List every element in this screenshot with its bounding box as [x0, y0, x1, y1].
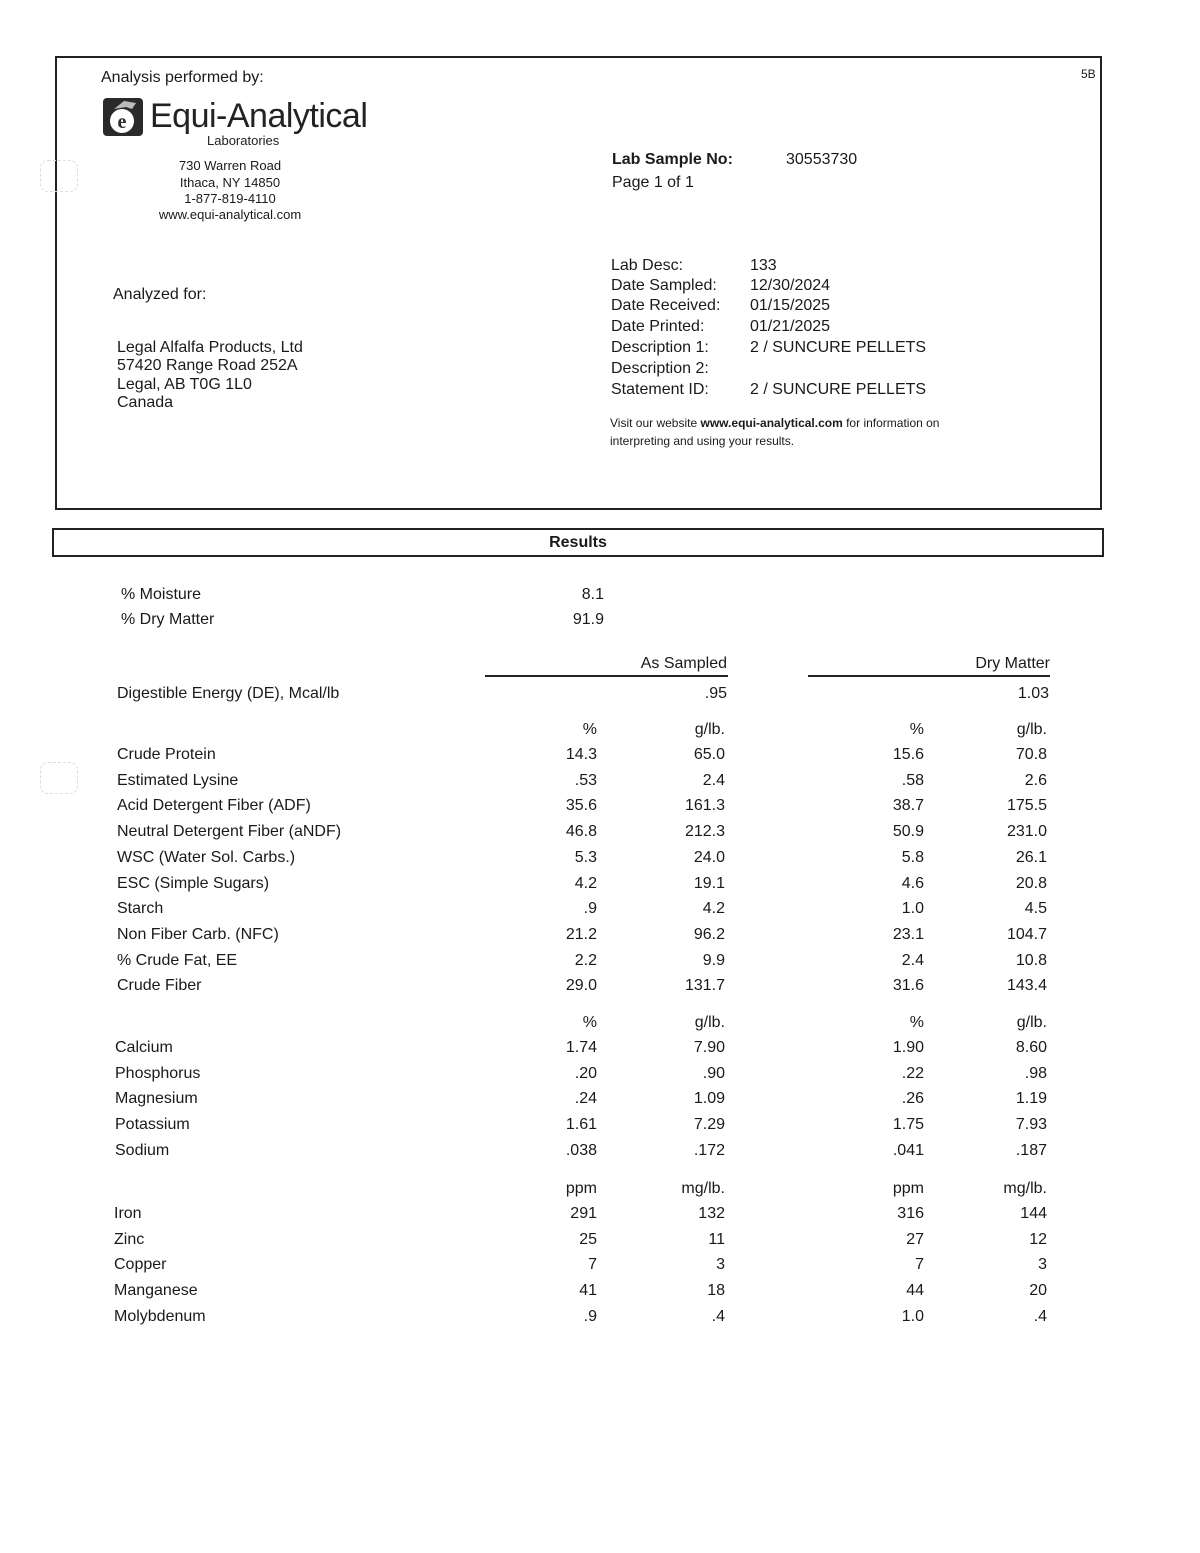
nutrient-value: 24.0	[693, 848, 725, 866]
detail-value: 2 / SUNCURE PELLETS	[750, 381, 927, 398]
page-code: 5B	[1081, 67, 1096, 81]
detail-value: 2 / SUNCURE PELLETS	[750, 339, 927, 356]
detail-label: Description 2:	[611, 360, 709, 377]
nutrient-name: Manganese	[114, 1282, 198, 1300]
nutrient-value: .038	[565, 1141, 597, 1159]
nutrient-name: Potassium	[115, 1116, 190, 1134]
nutrient-value: 2.4	[901, 951, 924, 969]
unit-header: %	[909, 1014, 924, 1031]
nutrient-value: 15.6	[892, 746, 924, 763]
nutrient-value: 10.8	[1015, 951, 1047, 969]
nutrient-value: 4.2	[574, 874, 597, 892]
nutrient-name: Iron	[114, 1205, 142, 1222]
detail-value: 01/21/2025	[750, 318, 831, 335]
nutrient-value: 20	[1029, 1282, 1047, 1300]
nutrient-value: 96.2	[693, 925, 725, 943]
nutrient-value: .9	[583, 1307, 597, 1325]
nutrient-value: 70.8	[1015, 746, 1047, 763]
nutrient-value: 19.1	[693, 874, 725, 892]
nutrient-name: Magnesium	[115, 1090, 198, 1108]
nutrient-value: 3	[716, 1256, 725, 1274]
lab-name: Equi-Analytical	[150, 97, 368, 135]
scan-artifact	[40, 762, 78, 794]
nutrient-value: 25	[579, 1230, 597, 1248]
results-bar	[52, 528, 1104, 557]
nutrient-value: .041	[892, 1141, 924, 1159]
nutrient-value: 65.0	[693, 746, 725, 763]
nutrient-value: 7	[588, 1256, 597, 1274]
nutrient-value: 46.8	[565, 823, 597, 841]
lab-logo-icon	[102, 95, 146, 139]
nutrient-value: .98	[1024, 1064, 1047, 1082]
nutrient-value: 7.29	[693, 1116, 725, 1134]
website-note-line1: Visit our website www.equi-analytical.com for information on	[610, 416, 940, 430]
nutrient-value: .172	[693, 1141, 725, 1159]
lab-subname: Laboratories	[207, 133, 280, 148]
nutrient-value: 20.8	[1015, 874, 1047, 892]
nutrient-value: 31.6	[892, 977, 924, 995]
page-info: Page 1 of 1	[612, 174, 694, 191]
nutrient-value: .22	[901, 1064, 924, 1082]
nutrient-value: .9	[583, 900, 597, 918]
nutrient-value: 7.93	[1015, 1116, 1047, 1134]
dry-matter-rule	[808, 675, 1050, 677]
unit-header: %	[582, 1014, 597, 1031]
nutrient-value: 8.60	[1015, 1039, 1047, 1056]
client-name: Legal Alfalfa Products, Ltd	[117, 339, 303, 356]
client-address-line2: Legal, AB T0G 1L0	[117, 376, 252, 393]
nutrient-value: 291	[570, 1205, 597, 1222]
nutrient-name: Molybdenum	[114, 1307, 206, 1325]
detail-value: 01/15/2025	[750, 297, 831, 314]
nutrient-value: 4.6	[901, 874, 924, 892]
nutrient-value: 1.61	[565, 1116, 597, 1134]
nutrient-value: .26	[901, 1090, 924, 1108]
nutrient-value: 26.1	[1015, 848, 1047, 866]
nutrient-name: Calcium	[115, 1039, 173, 1056]
results-title: Results	[549, 534, 607, 551]
nutrient-name: Sodium	[115, 1141, 170, 1159]
nutrient-value: 1.90	[892, 1039, 924, 1056]
nutrient-value: 14.3	[565, 746, 597, 763]
nutrient-name: Crude Fiber	[117, 977, 202, 995]
client-address-line1: 57420 Range Road 252A	[117, 357, 298, 374]
unit-header: mg/lb.	[1003, 1180, 1047, 1197]
nutrient-value: 4.5	[1024, 900, 1047, 918]
nutrient-value: 5.3	[574, 848, 597, 866]
unit-header: g/lb.	[694, 1014, 725, 1031]
nutrient-value: .58	[901, 771, 924, 789]
unit-header: g/lb.	[1016, 721, 1047, 738]
nutrient-value: 132	[698, 1205, 725, 1222]
nutrient-name: % Crude Fat, EE	[117, 951, 238, 969]
nutrient-value: .4	[1033, 1307, 1047, 1325]
nutrient-value: 50.9	[892, 823, 924, 841]
nutrient-value: 231.0	[1006, 823, 1047, 841]
nutrient-value: 7	[915, 1256, 924, 1274]
analyzed-for-label: Analyzed for:	[113, 286, 207, 303]
nutrient-name: Estimated Lysine	[117, 771, 239, 789]
nutrient-value: 4.2	[702, 900, 725, 918]
moisture-value: 8.1	[581, 586, 604, 603]
svg-text:e: e	[117, 111, 127, 133]
nutrient-value: 41	[579, 1282, 597, 1300]
nutrient-value: 35.6	[565, 797, 597, 815]
dry-matter-value: 91.9	[572, 611, 604, 628]
nutrient-value: 1.0	[901, 900, 924, 918]
website-note-line2: interpreting and using your results.	[610, 434, 795, 448]
unit-header: g/lb.	[1016, 1014, 1047, 1031]
de-dry-matter: 1.03	[1017, 685, 1049, 702]
nutrient-name: Crude Protein	[117, 746, 216, 763]
nutrient-value: .187	[1015, 1141, 1047, 1159]
unit-header: %	[909, 721, 924, 738]
nutrient-value: 38.7	[892, 797, 924, 815]
nutrient-name: Copper	[114, 1256, 167, 1274]
unit-header: g/lb.	[694, 721, 725, 738]
lab-sample-no: 30553730	[786, 151, 858, 168]
lab-phone: 1-877-819-4110	[184, 191, 276, 206]
detail-label: Statement ID:	[611, 381, 709, 398]
nutrient-name: Non Fiber Carb. (NFC)	[117, 925, 279, 943]
nutrient-value: .4	[711, 1307, 725, 1325]
nutrient-value: 144	[1020, 1205, 1047, 1222]
dry-matter-label: % Dry Matter	[121, 611, 215, 628]
lab-website: www.equi-analytical.com	[158, 207, 302, 222]
moisture-label: % Moisture	[121, 586, 202, 603]
as-sampled-rule	[485, 675, 728, 677]
nutrient-value: 161.3	[684, 797, 725, 815]
nutrient-value: 212.3	[684, 823, 725, 841]
nutrient-value: 21.2	[565, 925, 597, 943]
lab-address-line1: 730 Warren Road	[178, 158, 282, 173]
nutrient-value: 18	[707, 1282, 725, 1300]
nutrient-value: 9.9	[702, 951, 725, 969]
nutrient-value: 1.0	[901, 1307, 924, 1325]
nutrient-name: Phosphorus	[115, 1064, 201, 1082]
nutrient-value: 27	[906, 1230, 924, 1248]
detail-label: Date Received:	[611, 297, 721, 314]
unit-header: %	[582, 721, 597, 738]
nutrient-name: ESC (Simple Sugars)	[117, 874, 270, 892]
client-country: Canada	[117, 394, 174, 411]
nutrient-value: 7.90	[693, 1039, 725, 1056]
nutrient-value: 3	[1038, 1256, 1047, 1274]
nutrient-value: 104.7	[1006, 925, 1047, 943]
detail-value: 133	[750, 257, 777, 274]
lab-sample-no-label: Lab Sample No:	[612, 151, 733, 168]
de-label: Digestible Energy (DE), Mcal/lb	[117, 685, 340, 702]
nutrient-value: 316	[897, 1205, 924, 1222]
nutrient-value: 1.09	[693, 1090, 725, 1108]
nutrient-value: 23.1	[892, 925, 924, 943]
dry-matter-header: Dry Matter	[975, 655, 1050, 672]
detail-label: Date Printed:	[611, 318, 705, 335]
nutrient-value: 1.19	[1015, 1090, 1047, 1108]
nutrient-value: .24	[574, 1090, 597, 1108]
nutrient-value: 1.74	[565, 1039, 597, 1056]
nutrient-name: Neutral Detergent Fiber (aNDF)	[117, 823, 342, 841]
nutrient-value: 131.7	[684, 977, 725, 995]
unit-header: ppm	[565, 1180, 597, 1197]
unit-header: mg/lb.	[681, 1180, 725, 1197]
nutrient-value: 143.4	[1006, 977, 1047, 995]
nutrient-value: 5.8	[901, 848, 924, 866]
lab-address-line2: Ithaca, NY 14850	[179, 175, 281, 190]
nutrient-value: 12	[1029, 1230, 1047, 1248]
nutrient-name: Acid Detergent Fiber (ADF)	[117, 797, 311, 815]
nutrient-value: 11	[708, 1230, 725, 1248]
detail-label: Lab Desc:	[611, 257, 684, 274]
unit-header: ppm	[892, 1180, 924, 1197]
nutrient-value: 2.4	[702, 771, 725, 789]
nutrient-value: 29.0	[565, 977, 597, 995]
detail-value: 12/30/2024	[750, 277, 831, 294]
detail-label: Date Sampled:	[611, 277, 717, 294]
detail-label: Description 1:	[611, 339, 709, 356]
nutrient-value: 2.6	[1024, 771, 1047, 789]
de-as-sampled: .95	[704, 685, 727, 702]
nutrient-value: 1.75	[892, 1116, 924, 1134]
nutrient-value: .90	[702, 1064, 725, 1082]
scan-artifact	[40, 160, 78, 192]
nutrient-value: 175.5	[1006, 797, 1047, 815]
nutrient-value: .53	[574, 771, 597, 789]
nutrient-value: 44	[906, 1282, 924, 1300]
nutrient-name: Starch	[117, 900, 164, 918]
performed-by-label: Analysis performed by:	[101, 69, 264, 86]
nutrient-name: Zinc	[114, 1230, 145, 1248]
nutrient-name: WSC (Water Sol. Carbs.)	[117, 848, 296, 866]
as-sampled-header: As Sampled	[640, 655, 727, 672]
nutrient-value: 2.2	[574, 951, 597, 969]
nutrient-value: .20	[574, 1064, 597, 1082]
